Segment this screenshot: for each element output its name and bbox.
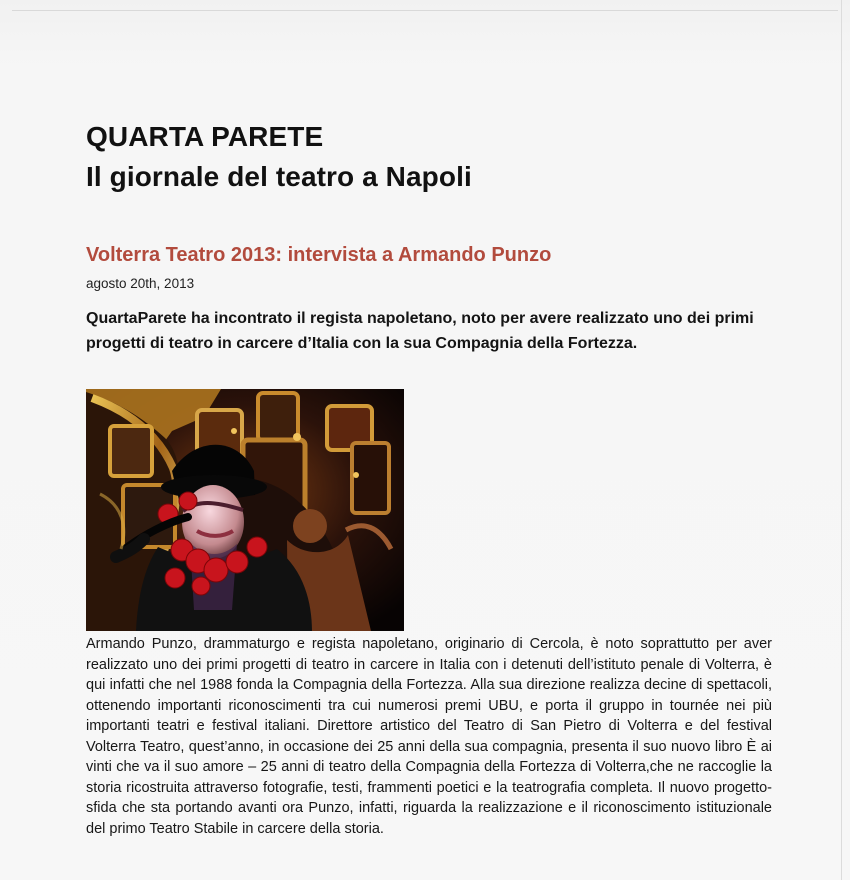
page-right-edge: [841, 0, 842, 880]
publication-title: QUARTA PARETE: [86, 121, 324, 152]
publication-subtitle: Il giornale del teatro a Napoli: [86, 161, 472, 192]
hero-photo: [86, 389, 404, 631]
article-title: Volterra Teatro 2013: intervista a Armando Punzo: [86, 244, 552, 266]
article-lead: QuartaParete ha incontrato il regista napoletano, noto per avere realizzato uno dei primi progetti di teatro in carcere d’Italia con la sua Compagnia della Fortezza.: [86, 310, 754, 352]
article-body: Armando Punzo, drammaturgo e regista napoletano, originario di Cercola, è noto soprattutto per aver realizzato uno dei primi progetti di teatro in carcere in Italia con i detenuti dell’istituto penale di Volterra, è qui infatti che nel 1988 fonda la Compagnia della Fortezza. Alla sua direzione realizza decine di spettacoli, ottenendo importanti riconoscimenti tra cui numerosi premi UBU, e porta il gruppo in tournée nei più importanti teatri e festival italiani. Direttore artistico del Teatro di San Pietro di Volterra e del festival Volterra Teatro, quest’anno, in occasione dei 25 anni della sua compagnia, presenta il suo nuovo libro È ai vinti che va il suo amore – 25 anni di teatro della Compagnia della Fortezza di Volterra,che ne raccoglie la storia ricostruita attraverso fotografie, testi, frammenti poetici e la teatrografia completa. Il nuovo progetto-sfida che sta portando avanti ora Punzo, infatti, riguarda la realizzazione e il riconoscimento istituzionale del primo Teatro Stabile in carcere della storia.: [86, 636, 772, 837]
theatre-performance-image: [86, 389, 404, 631]
page-top-edge: [12, 10, 838, 11]
article-date: agosto 20th, 2013: [86, 276, 195, 291]
